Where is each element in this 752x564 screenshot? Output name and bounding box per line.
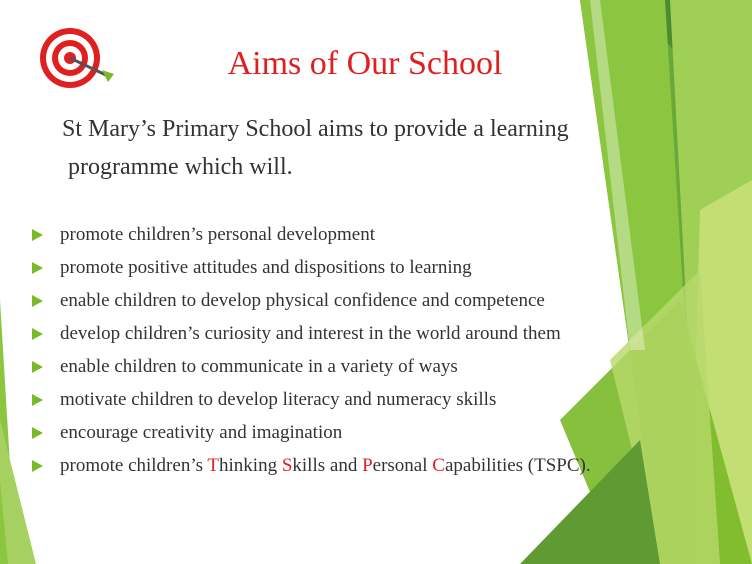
list-item xyxy=(32,287,591,320)
highlight-letter-t: T xyxy=(207,455,220,476)
highlight-letter-c: C xyxy=(432,455,445,476)
list-item xyxy=(32,386,591,419)
triangle-bullet-icon xyxy=(32,361,43,373)
triangle-bullet-icon xyxy=(32,262,43,274)
intro-paragraph xyxy=(62,110,622,186)
text-part: hinking xyxy=(219,455,282,476)
list-item-text: develop children’s curiosity and interest in the world around them xyxy=(60,323,561,344)
text-part: ersonal xyxy=(372,455,433,476)
list-item-text: encourage creativity and imagination xyxy=(60,422,343,443)
triangle-bullet-icon xyxy=(32,295,43,307)
list-item-text: motivate children to develop literacy and numeracy skills xyxy=(60,389,497,410)
aims-list xyxy=(32,221,591,485)
triangle-bullet-icon xyxy=(32,460,43,472)
triangle-bullet-icon xyxy=(32,427,43,439)
triangle-bullet-icon xyxy=(32,229,43,241)
list-item xyxy=(32,221,591,254)
triangle-bullet-icon xyxy=(32,328,43,340)
list-item xyxy=(32,419,591,452)
text-part: promote children’s xyxy=(60,455,208,476)
slide-title: Aims of Our School xyxy=(227,45,503,82)
list-item-text: promote children’s personal development xyxy=(60,224,375,245)
intro-line-1: St Mary’s Primary School aims to provide a learning xyxy=(62,116,569,142)
list-item-text: enable children to communicate in a variety of ways xyxy=(60,356,458,377)
list-item xyxy=(32,254,591,287)
intro-line-2: programme which will. xyxy=(68,154,293,180)
text-part: apabilities (TSPC). xyxy=(444,455,591,476)
target-icon xyxy=(30,24,120,94)
triangle-bullet-icon xyxy=(32,394,43,406)
list-item-text: enable children to develop physical confidence and competence xyxy=(60,290,545,311)
list-item-tspc xyxy=(32,452,591,485)
list-item-text: promote positive attitudes and dispositions to learning xyxy=(60,257,472,278)
list-item xyxy=(32,320,591,353)
highlight-letter-p: P xyxy=(362,455,373,476)
list-item xyxy=(32,353,591,386)
list-item-text xyxy=(60,455,591,476)
text-part: kills and xyxy=(292,455,363,476)
highlight-letter-s: S xyxy=(281,455,293,476)
